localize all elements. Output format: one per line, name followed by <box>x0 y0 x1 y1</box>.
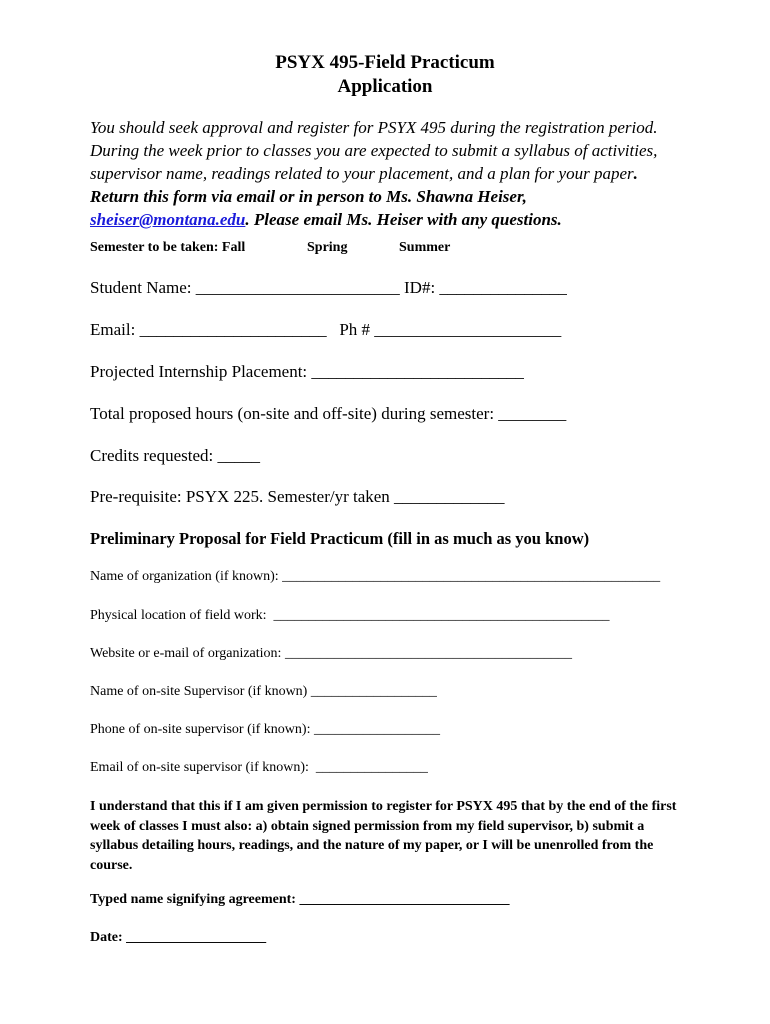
student-name-id-field[interactable]: Student Name: ________________________ ID#: _______________ <box>90 278 567 297</box>
intro-paragraph <box>90 116 690 231</box>
form-title-line1: PSYX 495-Field Practicum <box>275 52 495 73</box>
proposal-heading: Preliminary Proposal for Field Practicum (fill in as much as you know) <box>90 529 590 548</box>
intro-return-instructions: . Return this form via email or in person to Ms. Shawna Heiser, <box>90 164 638 206</box>
prerequisite-field[interactable]: Pre-requisite: PSYX 225. Semester/yr taken _____________ <box>90 487 505 506</box>
agreement-statement: I understand that this if I am given permission to register for PSYX 495 that by the end of the first week of classes I must also: a) obtain signed permission from my field supervisor, b) submit a syllabus detailing hours, readings, and the nature of my paper, or I will be unenrolled from the course. <box>90 799 677 873</box>
semester-option-spring[interactable]: Spring <box>307 240 348 255</box>
hours-field[interactable]: Total proposed hours (on-site and off-site) during semester: ________ <box>90 404 567 423</box>
placement-field[interactable]: Projected Internship Placement: _________________________ <box>90 362 524 381</box>
website-field[interactable]: Website or e-mail of organization: _________________________________________ <box>90 646 572 661</box>
intro-contact-note: . Please email Ms. Heiser with any questions. <box>245 210 562 229</box>
supervisor-email-field[interactable]: Email of on-site supervisor (if known): ________________ <box>90 760 428 775</box>
semester-option-summer[interactable]: Summer <box>399 240 451 255</box>
org-name-field[interactable]: Name of organization (if known): ______________________________________________________ <box>90 569 661 584</box>
location-field[interactable]: Physical location of field work: ________________________________________________ <box>90 608 610 623</box>
date-field[interactable]: Date: ____________________ <box>90 930 267 945</box>
form-title-line2: Application <box>337 76 433 97</box>
supervisor-phone-field[interactable]: Phone of on-site supervisor (if known): __________________ <box>90 722 440 737</box>
intro-text: You should seek approval and register for PSYX 495 during the registration period. During the week prior to classes you are expected to submit a syllabus of activities, supervisor name, readings related to your placement, and a plan for your paper <box>90 118 658 183</box>
email-phone-field[interactable]: Email: ______________________ Ph # ______________________ <box>90 320 562 339</box>
credits-field[interactable]: Credits requested: _____ <box>90 446 260 465</box>
typed-name-field[interactable]: Typed name signifying agreement: ______________________________ <box>90 892 510 907</box>
semester-label: Semester to be taken: Fall <box>90 240 246 255</box>
email-link[interactable]: sheiser@montana.edu <box>90 210 246 229</box>
supervisor-name-field[interactable]: Name of on-site Supervisor (if known) __________________ <box>90 684 437 699</box>
